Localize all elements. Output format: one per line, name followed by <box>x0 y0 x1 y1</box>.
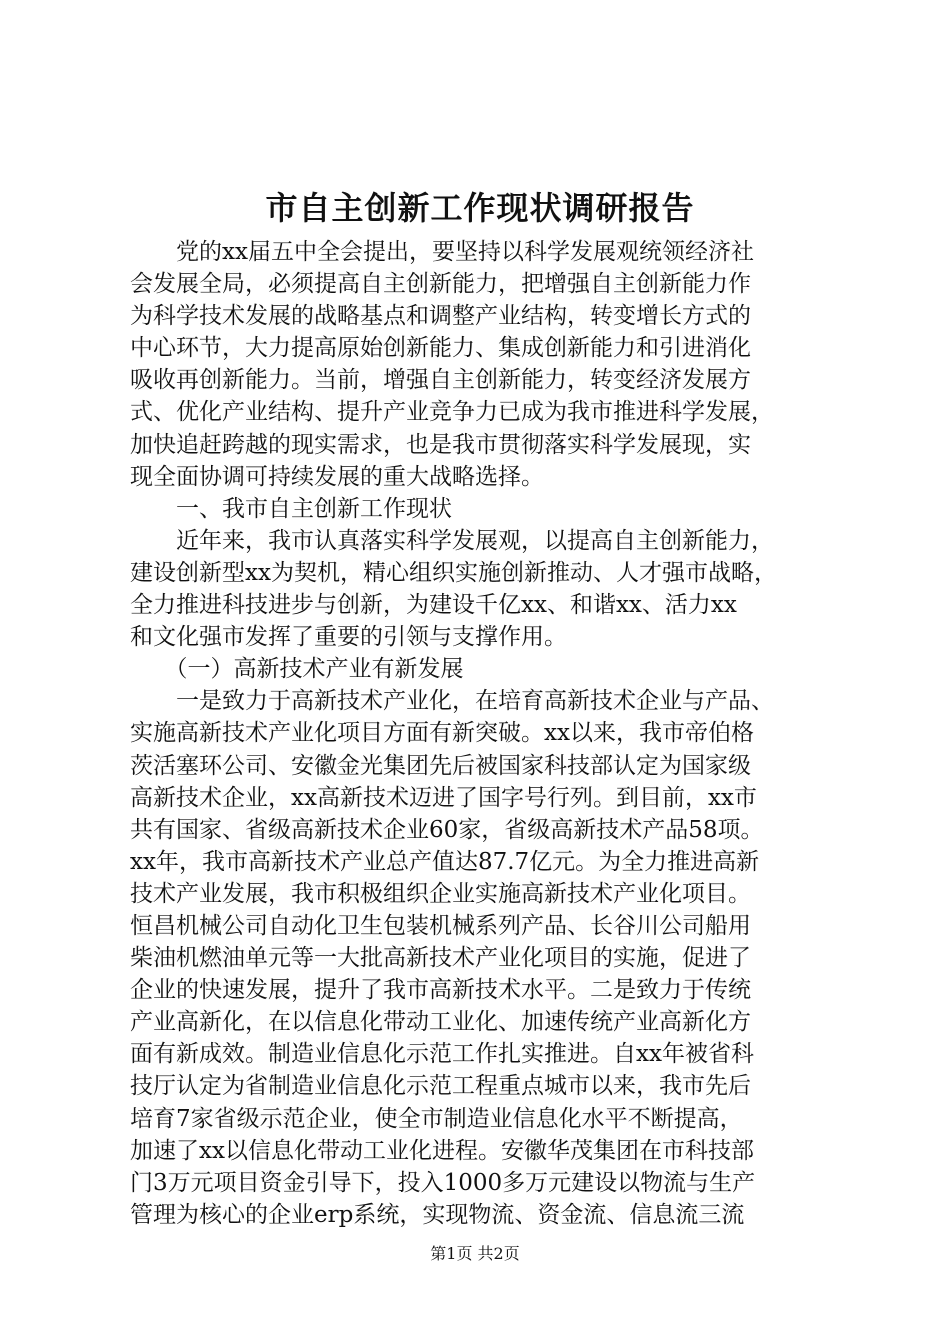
body-line: 门3万元项目资金引导下，投入1000多万元建设以物流与生产 <box>130 1169 756 1196</box>
body-line: 中心环节，大力提高原始创新能力、集成创新能力和引进消化 <box>130 335 751 362</box>
body-line: 技术产业发展，我市积极组织企业实施高新技术产业化项目。 <box>130 880 751 907</box>
body-line: 党的xx届五中全会提出，要坚持以科学发展观统领经济社 <box>130 239 754 265</box>
body-line: 企业的快速发展，提升了我市高新技术水平。二是致力于传统 <box>130 977 751 1004</box>
body-line: 加速了xx以信息化带动工业化进程。安徽华茂集团在市科技部 <box>130 1137 754 1164</box>
section-heading: 一、我市自主创新工作现状 <box>130 495 452 522</box>
body-line: 吸收再创新能力。当前，增强自主创新能力，转变经济发展方 <box>130 367 751 394</box>
body-line: 管理为核心的企业erp系统，实现物流、资金流、信息流三流 <box>130 1201 745 1228</box>
page-number-footer: 第1页 共2页 <box>430 1244 520 1263</box>
body-line: 技厅认定为省制造业信息化示范工程重点城市以来，我市先后 <box>130 1073 751 1100</box>
body-line: 产业高新化，在以信息化带动工业化、加速传统产业高新化方 <box>130 1009 751 1036</box>
body-line: xx年，我市高新技术产业总产值达87.7亿元。为全力推进高新 <box>130 848 760 875</box>
body-line: 柴油机燃油单元等一大批高新技术产业化项目的实施，促进了 <box>130 945 751 972</box>
body-line: 一是致力于高新技术产业化，在培育高新技术企业与产品、 <box>130 688 774 715</box>
subsection-heading: （一）高新技术产业有新发展 <box>130 656 464 683</box>
body-line: 全力推进科技进步与创新，为建设千亿xx、和谐xx、活力xx <box>130 592 737 619</box>
body-line: 为科学技术发展的战略基点和调整产业结构，转变增长方式的 <box>130 303 751 330</box>
body-line: 现全面协调可持续发展的重大战略选择。 <box>130 463 544 490</box>
body-line: 和文化强市发挥了重要的引领与支撑作用。 <box>130 624 567 651</box>
body-line: 建设创新型xx为契机，精心组织实施创新推动、人才强市战略， <box>130 559 777 586</box>
body-line: 共有国家、省级高新技术企业60家，省级高新技术产品58项。 <box>130 816 764 843</box>
body-line: 恒昌机械公司自动化卫生包装机械系列产品、长谷川公司船用 <box>130 912 751 939</box>
body-line: 培育7家省级示范企业，使全市制造业信息化水平不断提高， <box>130 1105 743 1132</box>
body-line: 茨活塞环公司、安徽金光集团先后被国家科技部认定为国家级 <box>130 752 751 779</box>
body-line: 实施高新技术产业化项目方面有新突破。xx以来，我市帝伯格 <box>130 720 754 747</box>
body-line: 式、优化产业结构、提升产业竞争力已成为我市推进科学发展， <box>130 399 774 426</box>
body-line: 面有新成效。制造业信息化示范工作扎实推进。自xx年被省科 <box>130 1041 754 1068</box>
body-line: 近年来，我市认真落实科学发展观，以提高自主创新能力， <box>130 527 774 554</box>
document-body <box>130 236 830 1231</box>
body-line: 高新技术企业，xx高新技术迈进了国字号行列。到目前，xx市 <box>130 784 757 811</box>
body-line: 会发展全局，必须提高自主创新能力，把增强自主创新能力作 <box>130 271 751 298</box>
document-title: 市自主创新工作现状调研报告 <box>265 189 695 227</box>
body-line: 加快追赶跨越的现实需求，也是我市贯彻落实科学发展现，实 <box>130 431 751 458</box>
